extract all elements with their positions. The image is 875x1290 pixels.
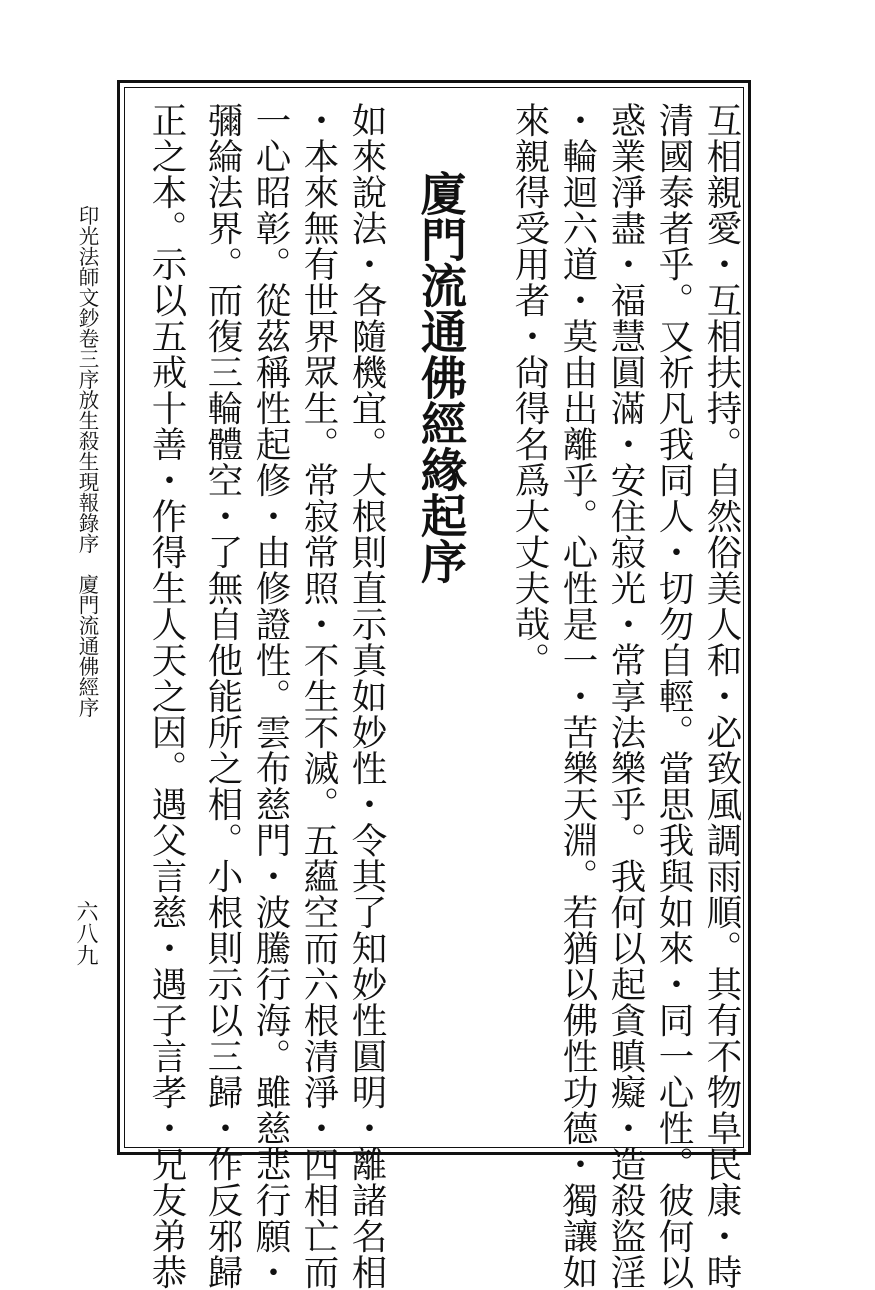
page-number: 六八九 bbox=[73, 900, 98, 966]
text-column-8: 一心昭彰。從茲稱性起修・由修證性。雲布慈門・波騰行海。雖慈悲行願・ bbox=[250, 102, 291, 1290]
text-column-4: ・輪迴六道・莫由出離乎。心性是一・苦樂天淵。若猶以佛性功德・獨讓如 bbox=[557, 102, 598, 1290]
text-column-3: 惑業淨盡・福慧圓滿・安住寂光・常享法樂乎。我何以起貪瞋癡・造殺盜淫 bbox=[605, 102, 646, 1290]
running-head bbox=[72, 205, 100, 925]
chapter-titles: 放生殺生現報錄序 廈門流通佛經序 bbox=[75, 389, 99, 718]
book-title: 印光法師文鈔卷三 bbox=[75, 205, 99, 369]
text-column-7: ・本來無有世界眾生。常寂常照・不生不滅。五蘊空而六根清淨・四相亡而 bbox=[298, 102, 339, 1290]
essay-title: 廈門流通佛經緣起序 bbox=[414, 170, 468, 584]
text-column-10: 正之本。示以五戒十善・作得生人天之因。遇父言慈・遇子言孝・兄友弟恭 bbox=[146, 102, 187, 1290]
section-label: 序 bbox=[75, 369, 99, 390]
text-column-9: 彌綸法界。而復三輪體空・了無自他能所之相。小根則示以三歸・作反邪歸 bbox=[202, 102, 243, 1290]
text-column-6: 如來說法・各隨機宜。大根則直示真如妙性・令其了知妙性圓明・離諸名相 bbox=[346, 102, 387, 1290]
text-column-1: 互相親愛・互相扶持。自然俗美人和・必致風調雨順。其有不物阜民康・時 bbox=[701, 102, 742, 1290]
text-column-2: 清國泰者乎。又祈凡我同人・切勿自輕。當思我與如來・同一心性。彼何以 bbox=[653, 102, 694, 1290]
text-column-5: 來親得受用者・尙得名爲大丈夫哉。 bbox=[509, 102, 550, 678]
